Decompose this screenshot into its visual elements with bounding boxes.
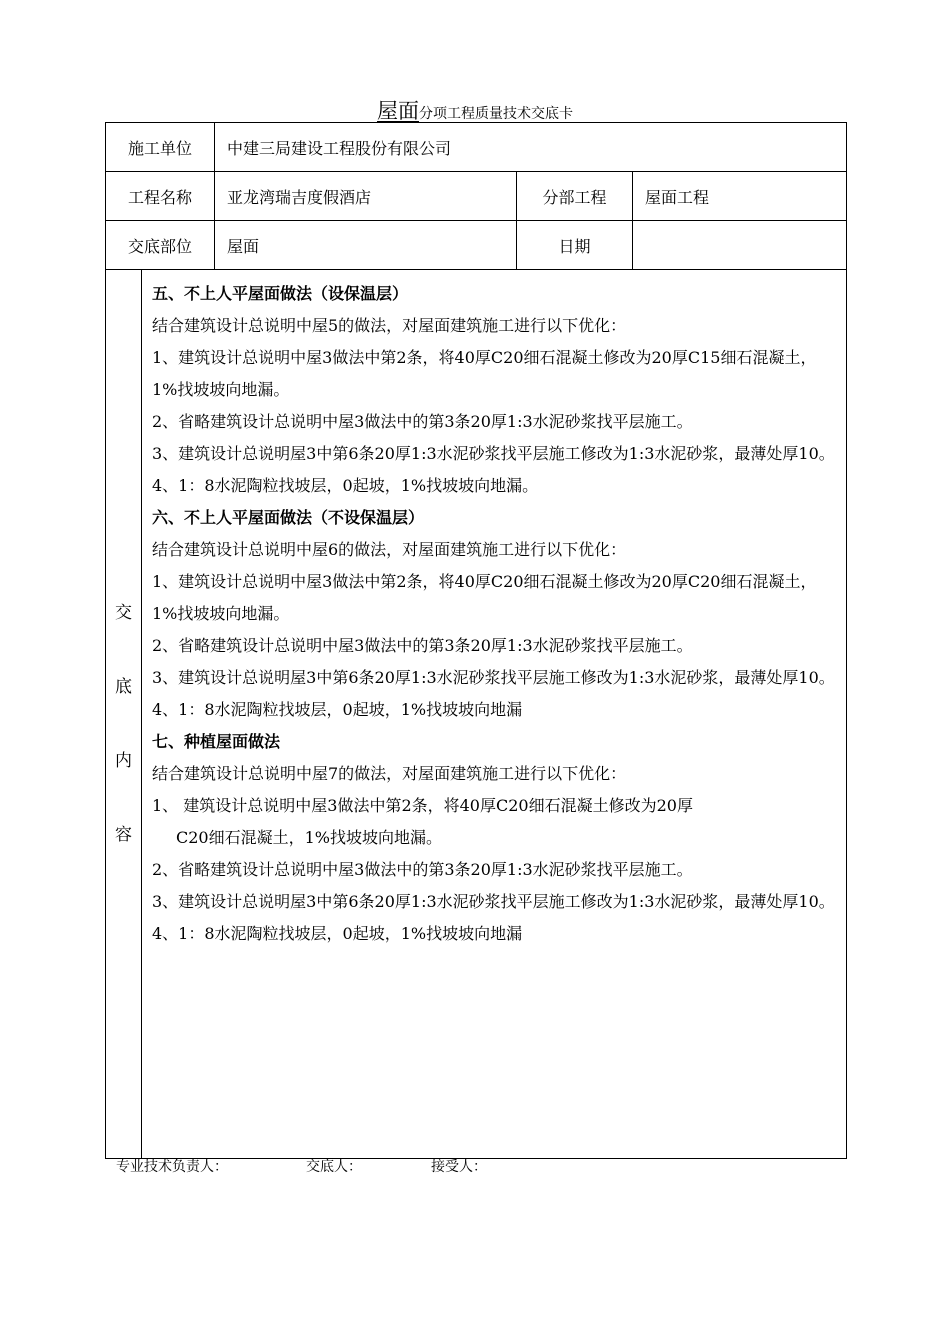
content-side-label: [106, 270, 142, 1159]
section-6-item-4: 4、1：8水泥陶粒找坡层，0起坡，1%找坡坡向地漏: [152, 700, 523, 719]
section-6-item-3: 3、建筑设计总说明屋3中第6条20厚1:3水泥砂浆找平层施工修改为1:3水泥砂浆，最薄处厚10。: [152, 668, 835, 687]
project-name-label: 工程名称: [106, 172, 215, 221]
row-project-name: [106, 172, 847, 221]
section-5-item-1: 1、建筑设计总说明中屋3做法中第2条，将40厚C20细石混凝土修改为20厚C15细石混凝土，1%找坡坡向地漏。: [152, 348, 817, 399]
section-7-item-3: 3、建筑设计总说明屋3中第6条20厚1:3水泥砂浆找平层施工修改为1:3水泥砂浆，最薄处厚10。: [152, 892, 835, 911]
section-6-intro: 结合建筑设计总说明中屋6的做法，对屋面建筑施工进行以下优化：: [152, 540, 627, 559]
section-5-item-3: 3、建筑设计总说明屋3中第6条20厚1:3水泥砂浆找平层施工修改为1:3水泥砂浆，最薄处厚10。: [152, 444, 835, 463]
section-7-item-1-cont: C20细石混凝土，1%找坡坡向地漏。: [176, 828, 442, 847]
tech-lead-label: 专业技术负责人：: [116, 1159, 228, 1175]
date-label: 日期: [517, 221, 633, 270]
section-5-item-4: 4、1：8水泥陶粒找坡层，0起坡，1%找坡坡向地漏。: [152, 476, 539, 495]
section-7-item-2: 2、省略建筑设计总说明中屋3做法中的第3条20厚1:3水泥砂浆找平层施工。: [152, 860, 693, 879]
section-7-heading: 七、种植屋面做法: [152, 732, 281, 751]
content-body: [142, 270, 847, 1159]
title-suffix: 分项工程质量技术交底卡: [419, 106, 573, 122]
side-char-2: 底: [115, 677, 132, 697]
row-construction-unit: [106, 123, 847, 172]
document-title: [0, 95, 950, 125]
section-5-intro: 结合建筑设计总说明中屋5的做法，对屋面建筑施工进行以下优化：: [152, 316, 627, 335]
handover-part-label: 交底部位: [106, 221, 215, 270]
section-7-intro: 结合建筑设计总说明中屋7的做法，对屋面建筑施工进行以下优化：: [152, 764, 627, 783]
project-name-value: 亚龙湾瑞吉度假酒店: [215, 172, 517, 221]
side-char-1: 交: [115, 603, 132, 623]
row-content: [106, 270, 847, 1159]
signature-footer: [116, 1156, 487, 1176]
receiver-label: 接受人：: [431, 1159, 487, 1175]
handover-part-value: 屋面: [215, 221, 517, 270]
section-7-item-1: 1、 建筑设计总说明中屋3做法中第2条，将40厚C20细石混凝土修改为20厚: [152, 796, 693, 815]
section-6-heading: 六、不上人平屋面做法（不设保温层）: [152, 508, 425, 527]
section-5-item-2: 2、省略建筑设计总说明中屋3做法中的第3条20厚1:3水泥砂浆找平层施工。: [152, 412, 693, 431]
sub-project-value: 屋面工程: [633, 172, 847, 221]
row-handover-part: [106, 221, 847, 270]
section-7-item-4: 4、1：8水泥陶粒找坡层，0起坡，1%找坡坡向地漏: [152, 924, 523, 943]
side-char-3: 内: [115, 751, 132, 771]
section-6-item-1: 1、建筑设计总说明中屋3做法中第2条，将40厚C20细石混凝土修改为20厚C20细石混凝土，1%找坡坡向地漏。: [152, 572, 817, 623]
date-value[interactable]: [633, 221, 847, 270]
construction-unit-value: 中建三局建设工程股份有限公司: [215, 123, 847, 172]
handover-person-label: 交底人：: [306, 1159, 362, 1175]
sub-project-label: 分部工程: [517, 172, 633, 221]
section-5-heading: 五、不上人平屋面做法（设保温层）: [152, 284, 409, 303]
section-6-item-2: 2、省略建筑设计总说明中屋3做法中的第3条20厚1:3水泥砂浆找平层施工。: [152, 636, 693, 655]
title-part-name: 屋面: [377, 99, 419, 123]
handover-card-table: [105, 122, 847, 1159]
construction-unit-label: 施工单位: [106, 123, 215, 172]
side-char-4: 容: [115, 825, 132, 845]
